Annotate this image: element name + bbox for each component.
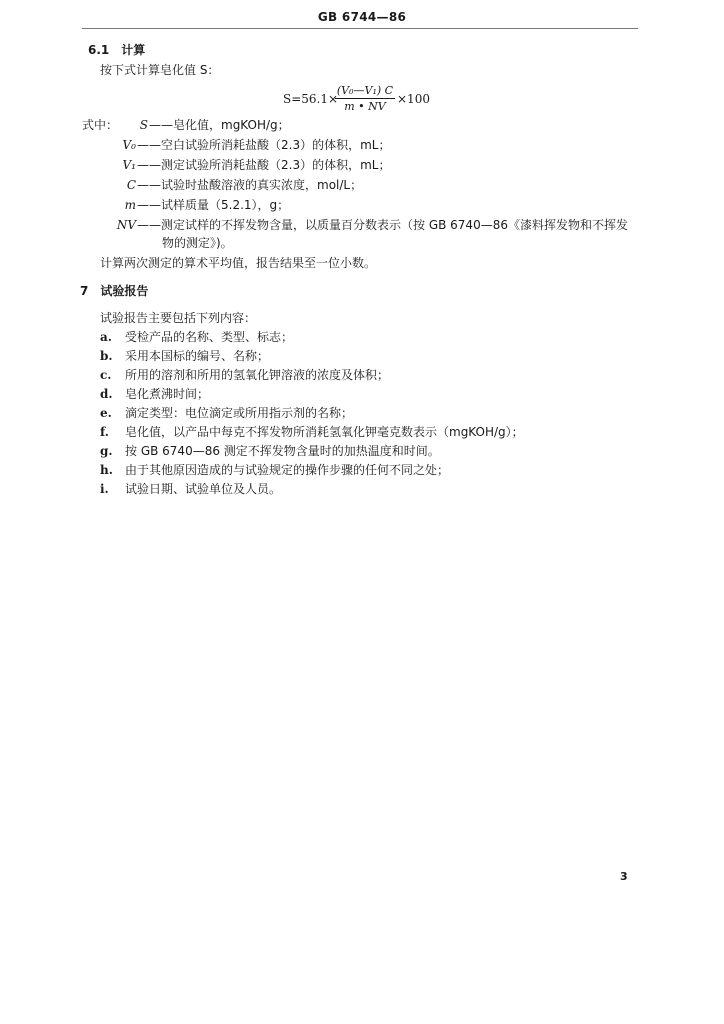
formula-lhs: S=56.1×: [283, 92, 339, 106]
list-item-label: i.: [100, 482, 109, 496]
list-item-text: 采用本国标的编号、名称；: [125, 349, 270, 363]
definition-symbol: m: [124, 198, 136, 212]
list-item-text: 皂化煮沸时间；: [125, 387, 210, 401]
section-7-heading: [80, 283, 148, 299]
list-item-label: g.: [100, 444, 113, 458]
list-item-label: c.: [100, 368, 112, 382]
section-7-intro: 试验报告主要包括下列内容：: [100, 311, 257, 325]
definition-text: ——空白试验所消耗盐酸（2.3）的体积，mL；: [137, 138, 391, 152]
list-item-text: 按 GB 6740—86 测定不挥发物含量时的加热温度和时间。: [125, 444, 440, 458]
list-item-text: 试验日期、试验单位及人员。: [125, 482, 282, 496]
definition-text: ——测定试验所消耗盐酸（2.3）的体积，mL；: [137, 158, 391, 172]
definition-symbol: C: [126, 178, 136, 192]
list-item-label: f.: [100, 425, 109, 439]
formula-denominator: m • NV: [344, 100, 386, 113]
definition-symbol: NV: [116, 218, 136, 232]
list-item-text: 滴定类型：电位滴定或所用指示剂的名称；: [125, 406, 354, 420]
list-item-text: 受检产品的名称、类型、标志；: [125, 330, 294, 344]
page-header: GB 6744—86: [317, 10, 407, 24]
list-item-label: e.: [100, 406, 112, 420]
definition-continuation: 物的测定》)。: [162, 236, 233, 250]
formula-fraction: [335, 84, 395, 113]
definition-text: ——测定试样的不挥发物含量，以质量百分数表示（按 GB 6740—86《漆料挥发物和不挥发: [137, 218, 628, 232]
definition-text: ——试样质量（5.2.1），g；: [137, 198, 290, 212]
section-61-intro: 按下式计算皂化值 S：: [100, 63, 220, 77]
section-61-number: 6.1: [88, 43, 110, 57]
list-item-text: 皂化值，以产品中每克不挥发物所消耗氢氧化钾毫克数表示（mgKOH/g）；: [125, 425, 524, 439]
formula-rhs: ×100: [397, 92, 430, 106]
definition-symbol: V₀: [122, 138, 136, 152]
formula-numerator: (V₀—V₁) C: [336, 84, 394, 97]
list-item-label: b.: [100, 349, 113, 363]
list-item-text: 所用的溶剂和所用的氢氧化钾溶液的浓度及体积；: [125, 368, 390, 382]
list-item-label: a.: [100, 330, 112, 344]
where-label: 式中：: [82, 118, 119, 132]
section-61-heading: [88, 42, 145, 58]
definition-text: ——皂化值，mgKOH/g；: [149, 118, 290, 132]
section-61-title: 计算: [121, 43, 146, 57]
definition-symbol: S: [139, 118, 148, 132]
page-number: 3: [620, 870, 628, 883]
section-61-closing: 计算两次测定的算术平均值，报告结果至一位小数。: [100, 256, 377, 270]
definition-symbol: V₁: [122, 158, 136, 172]
section-7-title: 试验报告: [100, 284, 149, 298]
header-rule: [82, 28, 638, 29]
definition-text: ——试验时盐酸溶液的真实浓度，mol/L；: [137, 178, 363, 192]
list-item-text: 由于其他原因造成的与试验规定的操作步骤的任何不同之处；: [125, 463, 450, 477]
section-7-number: 7: [80, 284, 89, 298]
fraction-bar: [335, 98, 395, 99]
list-item-label: h.: [100, 463, 113, 477]
list-item-label: d.: [100, 387, 113, 401]
